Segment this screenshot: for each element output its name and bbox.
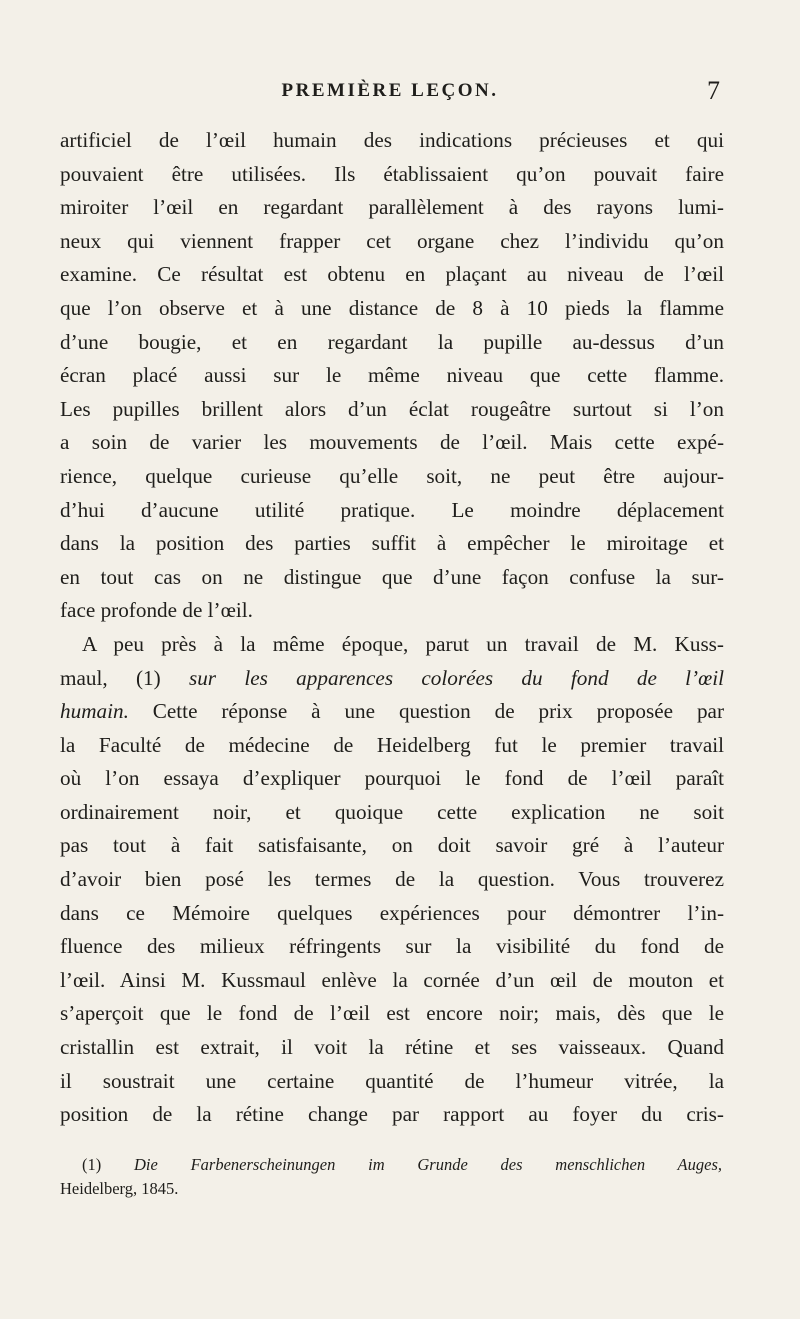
text-line: miroiter l’œil en regardant parallèlement à des rayons lumi-: [60, 195, 724, 220]
text-line: d’hui d’aucune utilité pratique. Le moindre déplacement: [60, 497, 724, 522]
text-line: fluence des milieux réfringents sur la visibilité du fond de: [60, 934, 724, 959]
footnote-marker: (1): [82, 1155, 134, 1174]
text-line: la Faculté de médecine de Heidelberg fut le premier travail: [60, 732, 724, 757]
running-title: PREMIÈRE LEÇON.: [281, 80, 499, 101]
text-line: l’œil. Ainsi M. Kussmaul enlève la cornée d’un œil de mouton et: [60, 967, 724, 992]
body-text: [60, 124, 724, 1132]
footnote-title: Die Farbenerscheinungen im Grunde des menschlichen Auges,: [134, 1155, 722, 1174]
footnote-line: Heidelberg, 1845.: [60, 1179, 179, 1198]
text-line: il soustrait une certaine quantité de l’humeur vitrée, la: [60, 1068, 724, 1093]
footnote: [60, 1153, 722, 1201]
paragraph-start-line: A peu près à la même époque, parut un travail de M. Kuss-: [82, 631, 724, 656]
text-line: d’une bougie, et en regardant la pupille au-dessus d’un: [60, 329, 724, 354]
text-line: que l’on observe et à une distance de 8 à 10 pieds la flamme: [60, 295, 724, 320]
text-line: position de la rétine change par rapport au foyer du cris-: [60, 1102, 724, 1127]
text-line: examine. Ce résultat est obtenu en plaçant au niveau de l’œil: [60, 262, 724, 287]
footnote-line: [82, 1153, 722, 1177]
text-line: artificiel de l’œil humain des indications précieuses et qui: [60, 128, 724, 152]
text-line: dans la position des parties suffit à empêcher le miroitage et: [60, 531, 724, 556]
text-line: face profonde de l’œil.: [60, 598, 253, 623]
text-line: pas tout à fait satisfaisante, on doit savoir gré à l’auteur: [60, 833, 724, 858]
text-line: [60, 695, 724, 729]
text-line: rience, quelque curieuse qu’elle soit, ne peut être aujour-: [60, 463, 724, 488]
text-line: où l’on essaya d’expliquer pourquoi le fond de l’œil paraît: [60, 766, 724, 791]
text-line: ordinairement noir, et quoique cette explication ne soit: [60, 799, 724, 824]
text-line: a soin de varier les mouvements de l’œil. Mais cette expé-: [60, 430, 724, 455]
text-line: s’aperçoit que le fond de l’œil est encore noir; mais, dès que le: [60, 1001, 724, 1026]
page-header: [60, 76, 720, 114]
text-line: dans ce Mémoire quelques expériences pour démontrer l’in-: [60, 900, 724, 925]
cited-title-end: humain.: [60, 699, 129, 724]
text-line: cristallin est extrait, il voit la rétine et ses vaisseaux. Quand: [60, 1035, 724, 1060]
footnote-reference: maul, (1): [60, 665, 189, 690]
cited-title: sur les apparences colorées du fond de l’œil: [188, 665, 725, 690]
page-number: 7: [707, 76, 720, 105]
text-line: neux qui viennent frapper cet organe chez l’individu qu’on: [60, 228, 724, 253]
text-segment: Cette réponse à une question de prix proposée par: [128, 699, 724, 724]
text-line: écran placé aussi sur le même niveau que cette flamme.: [60, 363, 724, 388]
text-line: Les pupilles brillent alors d’un éclat rougeâtre surtout si l’on: [60, 396, 724, 421]
text-line-with-citation: [60, 662, 724, 696]
text-line: pouvaient être utilisées. Ils établissaient qu’on pouvait faire: [60, 161, 724, 186]
text-line: en tout cas on ne distingue que d’une façon confuse la sur-: [60, 564, 724, 589]
text-line: d’avoir bien posé les termes de la question. Vous trouverez: [60, 867, 724, 892]
